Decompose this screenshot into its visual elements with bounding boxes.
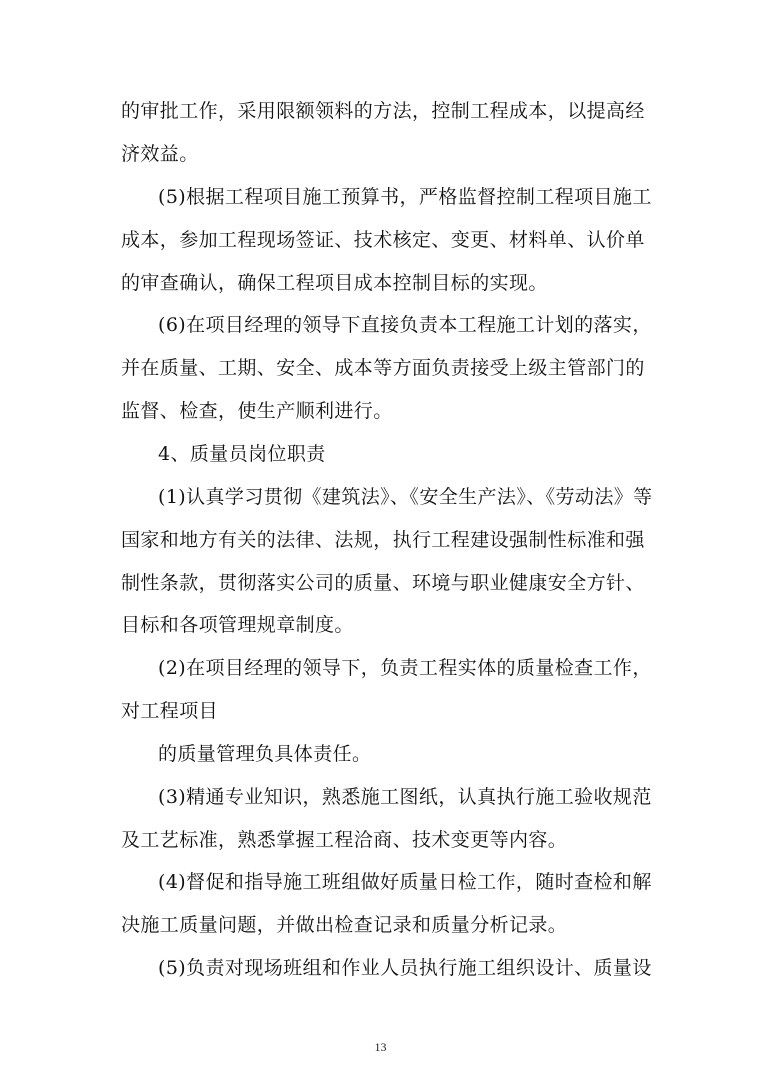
text-line: (5)根据工程项目施工预算书，严格监督控制工程项目施工 — [158, 186, 652, 208]
text-line: 济效益。 — [121, 143, 199, 165]
text-line: 国家和地方有关的法律、法规，执行工程建设强制性标准和强 — [121, 529, 645, 551]
text-line: 成本，参加工程现场签证、技术核定、变更、材料单、认价单 — [121, 229, 645, 251]
text-line: (3)精通专业知识，熟悉施工图纸，认真执行施工验收规范 — [158, 786, 652, 808]
text-line: 制性条款，贯彻落实公司的质量、环境与职业健康安全方针、 — [121, 572, 645, 594]
page-number: 13 — [374, 1040, 387, 1054]
text-line: 目标和各项管理规章制度。 — [121, 614, 354, 636]
text-line: 并在质量、工期、安全、成本等方面负责接受上级主管部门的 — [121, 357, 645, 379]
text-line: 及工艺标准，熟悉掌握工程洽商、技术变更等内容。 — [121, 829, 568, 851]
text-line: 决施工质量问题，并做出检查记录和质量分析记录。 — [121, 914, 568, 936]
text-line: (5)负责对现场班组和作业人员执行施工组织设计、质量设 — [158, 957, 652, 979]
text-line: 的审查确认，确保工程项目成本控制目标的实现。 — [121, 272, 548, 294]
text-line: 监督、检查，使生产顺利进行。 — [121, 400, 393, 422]
text-line: (2)在项目经理的领导下，负责工程实体的质量检查工作， — [158, 657, 652, 679]
text-line: 的质量管理负具体责任。 — [158, 743, 372, 765]
text-line: 对工程项目 — [121, 700, 219, 722]
text-line: (6)在项目经理的领导下直接负责本工程施工计划的落实， — [158, 314, 652, 336]
text-line: 的审批工作，采用限额领料的方法，控制工程成本，以提高经 — [121, 100, 645, 122]
text-line: (4)督促和指导施工班组做好质量日检工作，随时查检和解 — [158, 871, 652, 893]
text-line: (1)认真学习贯彻《建筑法》、《安全生产法》、《劳动法》等 — [158, 486, 653, 508]
section-heading: 4、质量员岗位职责 — [158, 443, 326, 465]
